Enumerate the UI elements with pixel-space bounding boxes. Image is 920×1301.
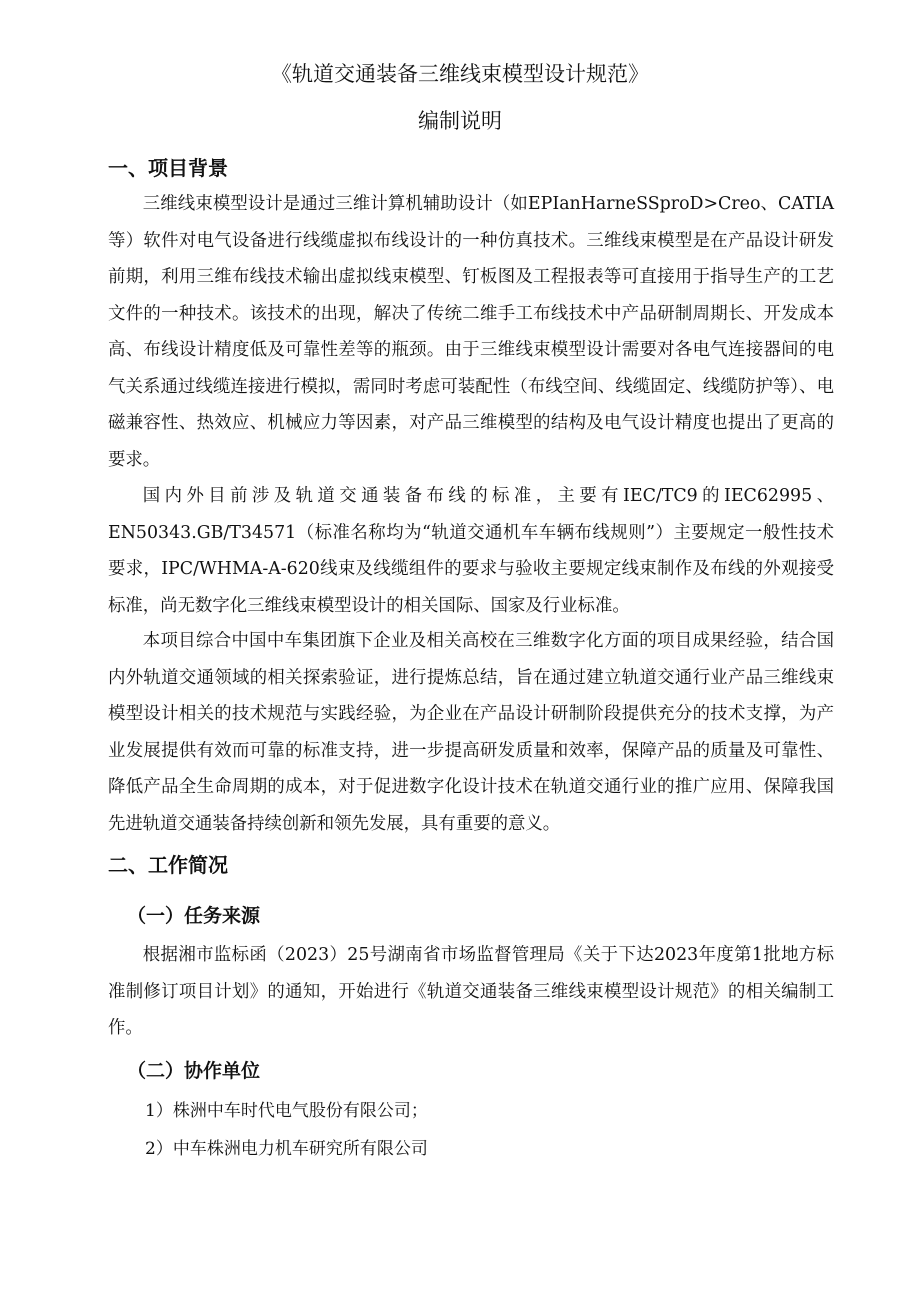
paragraph-task-source: 根据湘市监标函（2023）25号湖南省市场监督管理局《关于下达2023年度第1批地方标准制修订项目计划》的通知，开始进行《轨道交通装备三维线束模型设计规范》的相关编制工作。	[108, 945, 834, 1038]
list-item-cooperating-unit-1: 1）株洲中车时代电气股份有限公司；	[145, 1101, 428, 1121]
section-heading-work-overview: 二、工作简况	[108, 853, 228, 877]
paragraph-background-2: 国内外目前涉及轨道交通装备布线的标准，主要有IEC/TC9的IEC62995、EN50343.GB/T34571（标准名称均为“轨道交通机车车辆布线规则”）主要规定一般性技术要求，IPC/WHMA-A-620线束及线缆组件的要求与验收主要规定线束制作及布线的外观接受标准，尚无数字化三维线束模型设计的相关国际、国家及行业标准。	[108, 486, 834, 616]
section-heading-background: 一、项目背景	[108, 156, 228, 180]
paragraph-background-1: 三维线束模型设计是通过三维计算机辅助设计（如EPIanHarneSSproD>Creo、CATIA等）软件对电气设备进行线缆虚拟布线设计的一种仿真技术。三维线束模型是在产品设计研发前期，利用三维布线技术输出虚拟线束模型、钉板图及工程报表等可直接用于指导生产的工艺文件的一种技术。该技术的出现，解决了传统二维手工布线技术中产品研制周期长、开发成本高、布线设计精度低及可靠性差等的瓶颈。由于三维线束模型设计需要对各电气连接器间的电气关系通过线缆连接进行模拟，需同时考虑可装配性（布线空间、线缆固定、线缆防护等）、电磁兼容性、热效应、机械应力等因素，对产品三维模型的结构及电气设计精度也提出了更高的要求。	[108, 194, 834, 470]
subsection-heading-cooperating-units: （二）协作单位	[127, 1060, 261, 1082]
paragraph-background-3: 本项目综合中国中车集团旗下企业及相关高校在三维数字化方面的项目成果经验，结合国内外轨道交通领域的相关探索验证，进行提炼总结，旨在通过建立轨道交通行业产品三维线束模型设计相关的技术规范与实践经验，为企业在产品设计研制阶段提供充分的技术支撑，为产业发展提供有效而可靠的标准支持，进一步提高研发质量和效率，保障产品的质量及可靠性、降低产品全生命周期的成本，对于促进数字化设计技术在轨道交通行业的推广应用、保障我国先进轨道交通装备持续创新和领先发展，具有重要的意义。	[108, 631, 834, 834]
document-subtitle: 编制说明	[418, 109, 502, 133]
subsection-heading-task-source: （一）任务来源	[127, 905, 261, 927]
list-item-cooperating-unit-2: 2）中车株洲电力机车研究所有限公司	[145, 1139, 428, 1159]
document-title: 《轨道交通装备三维线束模型设计规范》	[271, 62, 649, 86]
